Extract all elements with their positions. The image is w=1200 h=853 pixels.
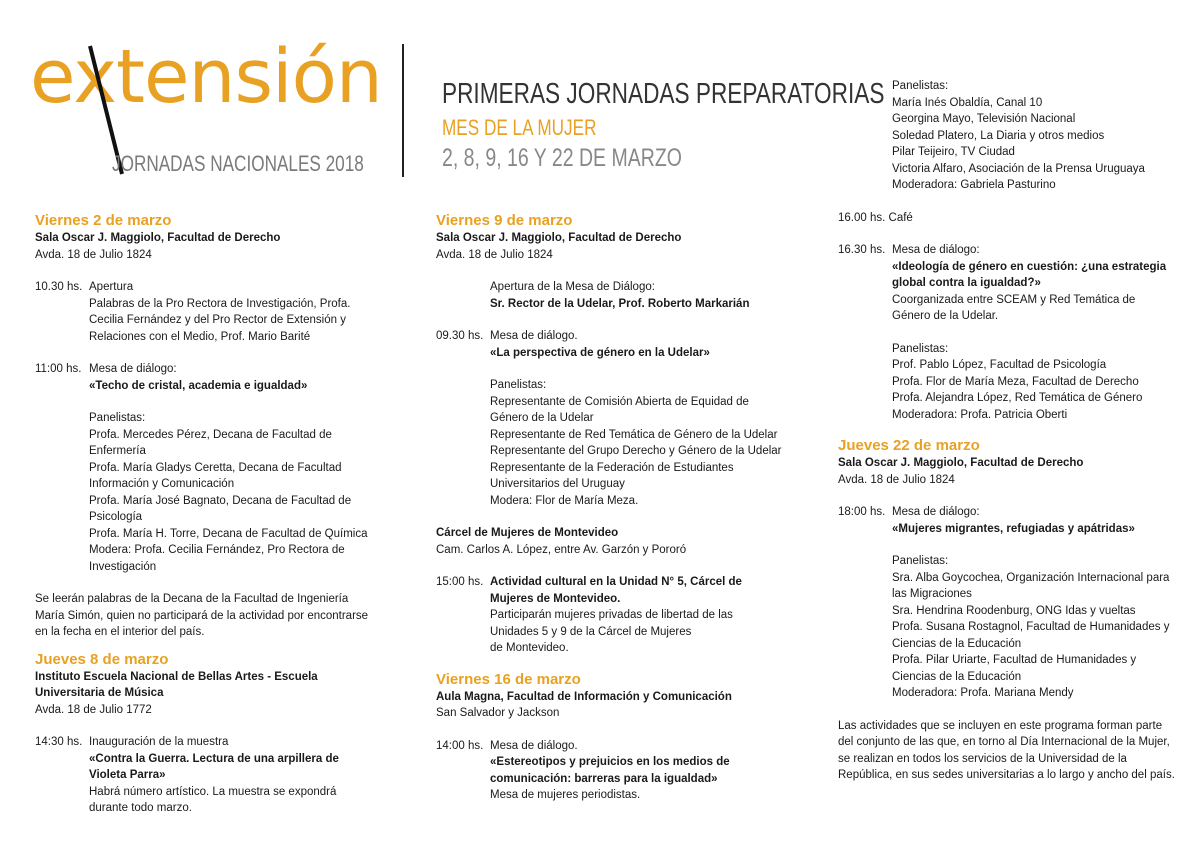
day-title: Jueves 22 de marzo [838,437,980,454]
logo-subtitle: JORNADAS NACIONALES 2018 [112,151,364,176]
panelist: Victoria Alfaro, Asociación de la Prensa Uruguaya [892,162,1145,175]
item-time: 11:00 hs. [35,363,82,375]
header-title: PRIMERAS JORNADAS PREPARATORIAS [442,78,885,110]
panelist: Representante de Comisión Abierta de Equidad de [490,395,749,408]
panelist: Soledad Platero, La Diaria y otros medios [892,129,1105,142]
panelist: Profa. María H. Torre, Decana de Facultad de Química [89,527,368,540]
schedule-item [35,279,375,345]
panelist: Universitarios del Uruguay [490,478,625,490]
item-time: 14:00 hs. [436,739,484,752]
venue: Sala Oscar J. Maggiolo, Facultad de Derecho [35,232,281,244]
venue: Universitaria de Música [35,687,164,699]
panel-label: Panelistas: [89,412,146,424]
item-line: Mesa de diálogo: [892,506,980,518]
schedule-item [35,361,375,575]
item-title: «Techo de cristal, academia e igualdad» [89,379,308,392]
header-divider [402,44,404,177]
panelist: Profa. Flor de María Meza, Facultad de Derecho [892,375,1139,388]
day-title: Viernes 9 de marzo [436,212,573,229]
item-line: Género de la Udelar. [892,310,999,322]
item-title: Mujeres de Montevideo. [490,592,621,605]
panel-label: Panelistas: [892,80,949,92]
panelist: Moderadora: Gabriela Pasturino [892,179,1056,191]
schedule-item [35,734,375,817]
item-line: Mesa de diálogo. [490,739,578,752]
column-3 [838,78,1183,784]
item-title: «Mujeres migrantes, refugiadas y apátridas» [892,522,1135,535]
item-line: Apertura [89,281,134,293]
header-subtitle: MES DE LA MUJER [442,115,597,140]
item-time: 15:00 hs. [436,576,484,588]
item-line: Inauguración de la muestra [89,736,229,748]
panelist: Enfermería [89,445,146,457]
panelist: Investigación [89,560,157,573]
panelist: las Migraciones [892,588,972,600]
item-line: Relaciones con el Medio, Prof. Mario Barité [89,330,311,343]
panelist: Profa. Alejandra López, Red Temática de Género [892,392,1143,404]
panelist: Moderadora: Profa. Mariana Mendy [892,687,1074,699]
panelist: Profa. María Gladys Ceretta, Decana de Facultad [89,461,342,474]
panelist: Psicología [89,511,143,523]
item-time: 09.30 hs. [436,330,484,342]
address: San Salvador y Jackson [436,707,560,719]
column-2 [436,212,786,804]
venue: Sala Oscar J. Maggiolo, Facultad de Derecho [436,232,682,244]
panelist: Información y Comunicación [89,478,235,490]
item-line: Habrá número artístico. La muestra se expondrá [89,785,337,798]
item-time: 10.30 hs. [35,281,83,293]
logo-wordmark: extensión [30,34,382,120]
venue: Cárcel de Mujeres de Montevideo [436,527,619,539]
schedule-item [838,504,1183,702]
item-title: Actividad cultural en la Unidad N° 5, Cárcel de [490,576,742,588]
venue: Sala Oscar J. Maggiolo, Facultad de Derecho [838,457,1084,469]
address: Cam. Carlos A. López, entre Av. Garzón y Pororó [436,543,687,556]
footer-note: Las actividades que se incluyen en este programa forman parte [838,719,1163,732]
note-line: María Simón, quien no participará de la actividad por encontrarse [35,609,369,622]
panelist: Representante de la Federación de Estudiantes [490,461,734,474]
item-title: «Contra la Guerra. Lectura de una arpillera de [89,752,339,765]
panel-label: Panelistas: [892,555,949,567]
panelist: Profa. Pilar Uriarte, Facultad de Humanidades y [892,654,1137,666]
item-line: de Montevideo. [490,642,569,654]
item-time: 18:00 hs. [838,506,886,518]
panelist: Representante del Grupo Derecho y Género de la Udelar [490,445,782,457]
item-line: Mesa de diálogo: [892,244,980,256]
item-time: 16.30 hs. [838,244,886,256]
panel-label: Panelistas: [892,342,949,355]
item-title: comunicación: barreras para la igualdad» [490,772,718,785]
item-line: Cecilia Fernández y del Pro Rector de Extensión y [89,314,346,326]
panelist: Georgina Mayo, Televisión Nacional [892,113,1076,125]
item-line: Coorganizada entre SCEAM y Red Temática de [892,293,1136,306]
item-line: Palabras de la Pro Rectora de Investigación, Profa. [89,297,351,310]
panelist: María Inés Obaldía, Canal 10 [892,96,1043,109]
panelist: Moderadora: Profa. Patricia Oberti [892,408,1068,421]
item-title: «Estereotipos y prejuicios en los medios de [490,756,730,768]
address: Avda. 18 de Julio 1824 [436,248,553,261]
venue: Instituto Escuela Nacional de Bellas Artes - Escuela [35,670,318,683]
cafe-break: 16.00 hs. Café [838,211,913,224]
day-title: Viernes 16 de marzo [436,670,581,688]
address: Avda. 18 de Julio 1772 [35,703,152,716]
header-dates: 2, 8, 9, 16 Y 22 DE MARZO [442,144,682,172]
address: Avda. 18 de Julio 1824 [838,473,955,486]
panelist: Representante de Red Temática de Género de la Udelar [490,428,778,441]
day-title: Jueves 8 de marzo [35,650,169,668]
panelist: Ciencias de la Educación [892,637,1022,650]
item-line: Mesa de diálogo. [490,330,578,342]
panelist: Ciencias de la Educación [892,670,1022,683]
item-line: Participarán mujeres privadas de libertad de las [490,609,733,621]
panel-label: Panelistas: [490,379,547,391]
panelist: Modera: Profa. Cecilia Fernández, Pro Rectora de [89,544,345,556]
panelist: Modera: Flor de María Meza. [490,494,639,507]
panelist: Profa. Susana Rostagnol, Facultad de Humanidades y [892,621,1170,633]
schedule-item [838,242,1183,423]
day-title: Viernes 2 de marzo [35,212,172,229]
panelist: Pilar Teijeiro, TV Ciudad [892,146,1015,158]
item-title: Sr. Rector de la Udelar, Prof. Roberto Markarián [490,297,750,310]
panelist: Sra. Alba Goycochea, Organización Internacional para [892,571,1170,584]
column-1 [35,212,375,817]
item-title: Violeta Parra» [89,769,166,781]
note-line: en la fecha en el interior del país. [35,626,205,638]
item-line: Mesa de diálogo: [89,363,177,375]
schedule-item [436,574,786,657]
panelist: Prof. Pablo López, Facultad de Psicología [892,359,1107,371]
item-line: Apertura de la Mesa de Diálogo: [490,281,655,293]
panelist: Sra. Hendrina Roodenburg, ONG Idas y vueltas [892,604,1136,617]
item-title: «Ideología de género en cuestión: ¿una estrategia [892,260,1167,273]
address: Avda. 18 de Julio 1824 [35,248,152,261]
schedule-item [436,738,786,804]
panelist: Profa. María José Bagnato, Decana de Facultad de [89,494,352,507]
footer-note: República, en sus sedes universitarias a lo largo y ancho del país. [838,769,1175,781]
extension-logo [30,34,382,180]
schedule-item [436,328,786,509]
item-time: 14:30 hs. [35,736,83,748]
footer-note: se realizan en todos los servicios de la Universidad de la [838,752,1127,765]
item-line: Mesa de mujeres periodistas. [490,789,641,801]
item-title: «La perspectiva de género en la Udelar» [490,346,710,359]
venue: Aula Magna, Facultad de Información y Comunicación [436,690,732,703]
note-line: Se leerán palabras de la Decana de la Facultad de Ingeniería [35,593,349,605]
footer-note: del conjunto de las que, en torno al Día Internacional de la Mujer, [838,736,1170,748]
panelist: Profa. Mercedes Pérez, Decana de Facultad de [89,428,332,441]
item-line: durante todo marzo. [89,802,192,814]
item-title: global contra la igualdad?» [892,277,1041,289]
panelist: Género de la Udelar [490,412,594,424]
item-line: Unidades 5 y 9 de la Cárcel de Mujeres [490,625,692,638]
